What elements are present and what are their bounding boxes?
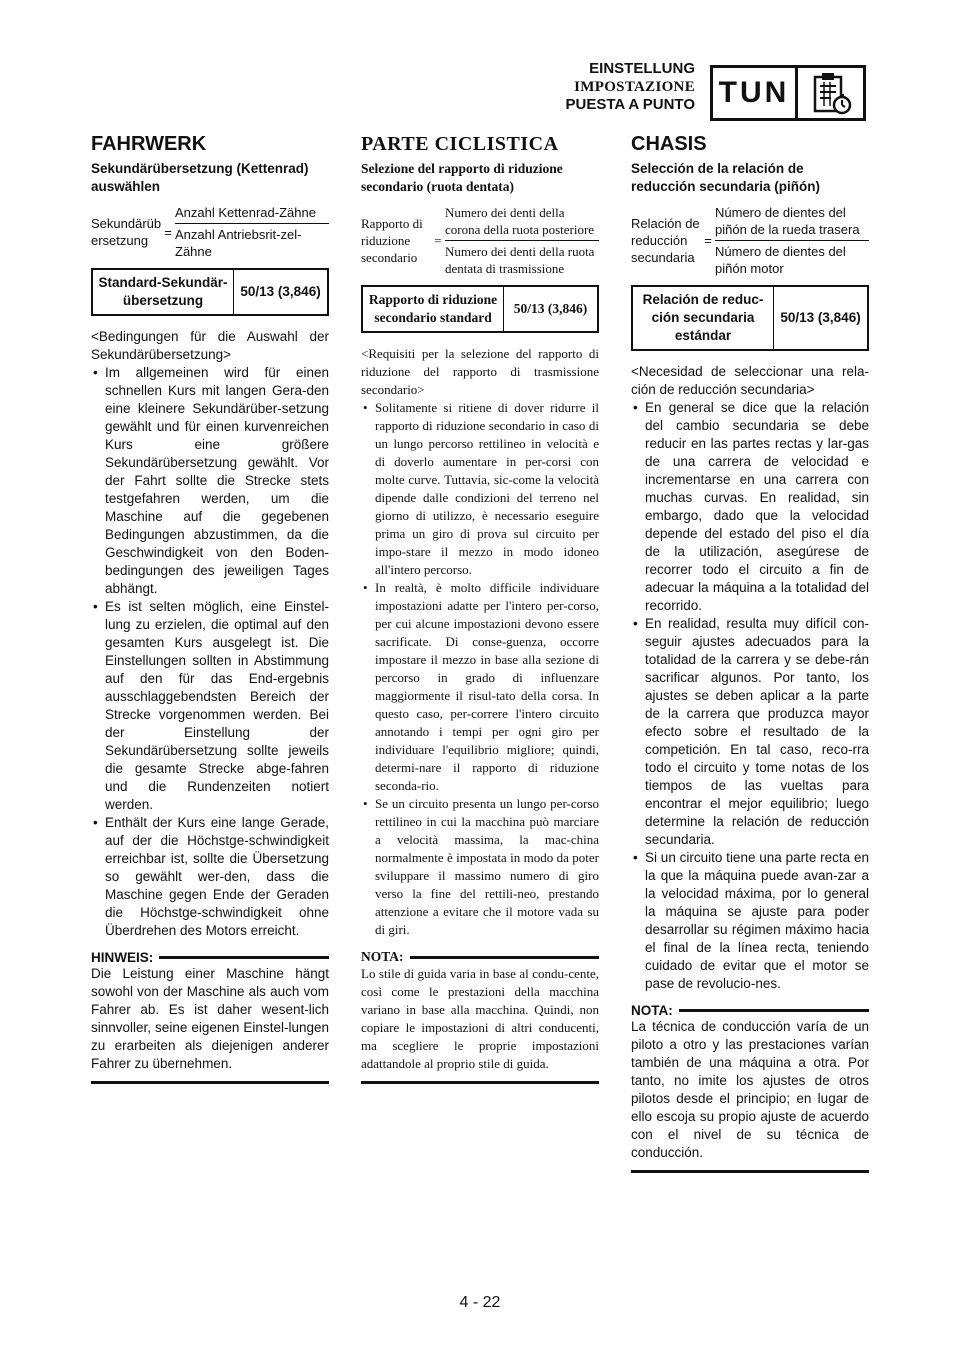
note-header-es xyxy=(631,1003,869,1018)
end-rule-de xyxy=(91,1081,329,1084)
list-item: • En realidad, resulta muy difícil con-seguir ajustes adecuados para la totalidad de la carrera y se debe-rán sacrificar algunos. Por tanto, los ajustes se deben aplicar a la parte de la carrera que produzca mayor efecto sobre el resultado de la competición. En tal caso, reco-rra todo el circuito y tome notas de los tiempos de las vueltas para encontrar el mejor equilibrio; luego determine la relación de reducción secundaria. xyxy=(631,615,869,849)
list-item: • Se un circuito presenta un lungo per-corso rettilineo in cui la macchina può marciare a velocità massima, la mac-china normalmente è impostata in modo da poter sviluppare il massimo numero di giro verso la fine del rettili-neo, prestando attenzione a evitare che il motore vada su di giri. xyxy=(361,795,599,939)
table-value-es: 50/13 (3,846) xyxy=(774,286,868,350)
formula-it xyxy=(361,204,599,277)
column-german xyxy=(91,133,329,1084)
note-label-it: NOTA: xyxy=(361,949,404,964)
standard-ratio-table-de xyxy=(91,268,329,316)
formula-eq-de: = xyxy=(164,224,172,240)
subheading-es: Selección de la relación de reducción secundaria (piñón) xyxy=(631,161,821,194)
note-text-it: Lo stile di guida varia in base al condu-cente, così come le prestazioni della macchina variano in base alla macchina. Quindi, non copiare le impostazioni di altri conducenti, ma scegliere le proprie impostazioni adattandole al proprio stile di guida. xyxy=(361,966,599,1071)
heading-it: PARTE CICLISTICA xyxy=(361,133,559,155)
clipboard-stopwatch-icon xyxy=(798,68,863,118)
heading-de: FAHRWERK xyxy=(91,133,207,155)
heading-es: CHASIS xyxy=(631,133,707,155)
conditions-it: <Requisiti per la selezione del rapporto di riduzione del rapporto di trasmissione secondario> xyxy=(361,346,599,397)
page-number: 4 - 22 xyxy=(459,1294,501,1311)
conditions-es: <Necesidad de seleccionar una rela-ción de reducción secundaria> xyxy=(631,364,869,397)
column-italian xyxy=(361,133,599,1084)
bullet-list-de xyxy=(91,364,329,940)
formula-es xyxy=(631,204,869,277)
formula-denominator-es: Número de dientes del piñón motor xyxy=(715,244,846,276)
note-header-it xyxy=(361,949,599,965)
section-title-it: IMPOSTAZIONE xyxy=(574,79,695,95)
section-titles xyxy=(566,60,695,114)
list-item: • In realtà, è molto difficile individuare impostazioni adatte per l'intero per-corso, per cui alcune impostazioni devono essere sacrificate. Di conse-guenza, occorre impostare il mezzo in base alla sezione di percorso in grado di influenzare maggiormente il risul-tato della corsa. In questo caso, per-correre l'intero circuito annotando i tempi per ogni giro per individuare l'equilibrio migliore; quindi, determi-nare il rapporto di riduzione seconda-rio. xyxy=(361,579,599,795)
list-item: • Solitamente si ritiene di dover ridurre il rapporto di riduzione secondario in caso di un lungo percorso rettilineo in velocità e di doverlo aumentare in per-corsi con molte curve. Tuttavia, sic-come la velocità dipende dalle condizioni del terreno nel giorno di utilizzo, è necessario eseguire prima un giro di prova sul circuito per impo-stare il mezzo in modo idoneo all'intero percorso. xyxy=(361,399,599,579)
formula-left-it: Rapporto di riduzione secondario xyxy=(361,216,423,265)
standard-ratio-table-it xyxy=(361,285,599,333)
table-value-it: 50/13 (3,846) xyxy=(504,286,598,332)
section-code: TUN xyxy=(713,68,798,118)
column-spanish xyxy=(631,133,869,1173)
note-text-es: La técnica de conducción varía de un piloto a otro y las prestaciones varían también de una máquina a otra. Por tanto, no imite los ajustes de otros pilotos desde el principio; en lugar de ello escoja su propio ajuste de acuerdo con el nivel de su técnica de conducción. xyxy=(631,1019,869,1160)
list-item: • Si un circuito tiene una parte recta en la que la máquina puede avan-zar a la velocidad máxima, por lo general la máquina se ajuste para poder desarrollar su régimen máximo hacia el final de la línea recta, teniendo cuidado de evitar que el motor se pase de revolucio-nes. xyxy=(631,849,869,993)
formula-left-de: Sekundärüb ersetzung xyxy=(91,216,162,248)
formula-fraction-es xyxy=(715,204,869,277)
section-tab xyxy=(710,65,866,121)
formula-numerator-it: Numero dei denti della corona della ruota posteriore xyxy=(445,204,599,241)
end-rule-es xyxy=(631,1170,869,1173)
formula-numerator-es: Número de dientes del piñón de la rueda trasera xyxy=(715,204,869,241)
formula-denominator-it: Numero dei denti della ruota dentata di trasmissione xyxy=(445,244,595,276)
list-item: • Es ist selten möglich, eine Einstel-lung zu erzielen, die optimal auf den gesamten Kurs ausgelegt ist. Die Einstellungen sollten in Abstimmung auf den für das End-ergebnis ausschlaggebendsten Bereich der Strecke vorgenommen werden. Bei der Einstellung der Sekundärübersetzung sollte jeweils die gesamte Strecke abge-fahren und die Rundenzeiten notiert werden. xyxy=(91,598,329,814)
note-header-de xyxy=(91,950,329,965)
formula-left-es: Relación de reducción secundaria xyxy=(631,216,700,265)
table-label-es: Relación de reduc-ción secundaria estándar xyxy=(632,286,774,350)
note-label-de: HINWEIS: xyxy=(91,950,154,965)
conditions-de: <Bedingungen für die Auswahl der Sekundärübersetzung> xyxy=(91,329,329,362)
list-item: • En general se dice que la relación del cambio secundaria se debe reducir en las partes rectas y lar-gas de una carrera de velocidad e incrementarse en una carrera con muchas curvas. En realidad, sin embargo, dado que la velocidad depende del estado del piso el día de la utilización, asegúrese de recorrer todo el circuito a fin de adecuar la máquina a la totalidad del recorrido. xyxy=(631,399,869,615)
table-value-de: 50/13 (3,846) xyxy=(234,269,328,315)
formula-numerator-de: Anzahl Kettenrad-Zähne xyxy=(175,204,329,224)
formula-fraction-it xyxy=(445,204,599,277)
standard-ratio-table-es xyxy=(631,285,869,351)
formula-eq-es: = xyxy=(704,233,712,248)
subheading-it: Selezione del rapporto di riduzione secondario (ruota dentata) xyxy=(361,161,563,194)
formula-eq-it: = xyxy=(434,233,442,248)
list-item: • Enthält der Kurs eine lange Gerade, auf der die Höchstge-schwindigkeit erreichbar ist, sollte die Übersetzung so gewählt wer-den, dass die Maschine gegen Ende der Geraden die Höchstge-schwindigkeit ohne Überdrehen des Motors erreicht. xyxy=(91,814,329,940)
note-label-es: NOTA: xyxy=(631,1003,673,1018)
formula-de xyxy=(91,204,329,260)
formula-denominator-de: Anzahl Antriebsrit-zel-Zähne xyxy=(175,227,302,259)
note-text-de: Die Leistung einer Maschine hängt sowohl von der Maschine als auch vom Fahrer ab. Es ist daher wesent-lich sinnvoller, seine eigenen Einstel-lungen zu erarbeiten als diejenigen anderer Fahrer zu übernehmen. xyxy=(91,966,329,1071)
table-label-it: Rapporto di riduzione secondario standard xyxy=(362,286,504,332)
section-title-es: PUESTA A PUNTO xyxy=(565,96,695,113)
section-title-de: EINSTELLUNG xyxy=(589,60,695,77)
table-label-de: Standard-Sekundär-übersetzung xyxy=(92,269,234,315)
list-item: • Im allgemeinen wird für einen schnellen Kurs mit langen Gera-den eine kleinere Sekundärüber-setzung gewählt und für einen kurvenreichen Kurs eine größere Sekundärübersetzung gewählt. Vor der Fahrt sollte die Strecke stets testgefahren werden, um die Maschine auf die gegebenen Bedingungen abzustimmen, da die Geschwindigkeit von den Boden-bedingungen des jeweiligen Tages abhängt. xyxy=(91,364,329,598)
subheading-de: Sekundärübersetzung (Kettenrad) auswählen xyxy=(91,161,309,194)
end-rule-it xyxy=(361,1081,599,1084)
bullet-list-it xyxy=(361,399,599,939)
formula-fraction-de xyxy=(175,204,329,260)
bullet-list-es xyxy=(631,399,869,993)
